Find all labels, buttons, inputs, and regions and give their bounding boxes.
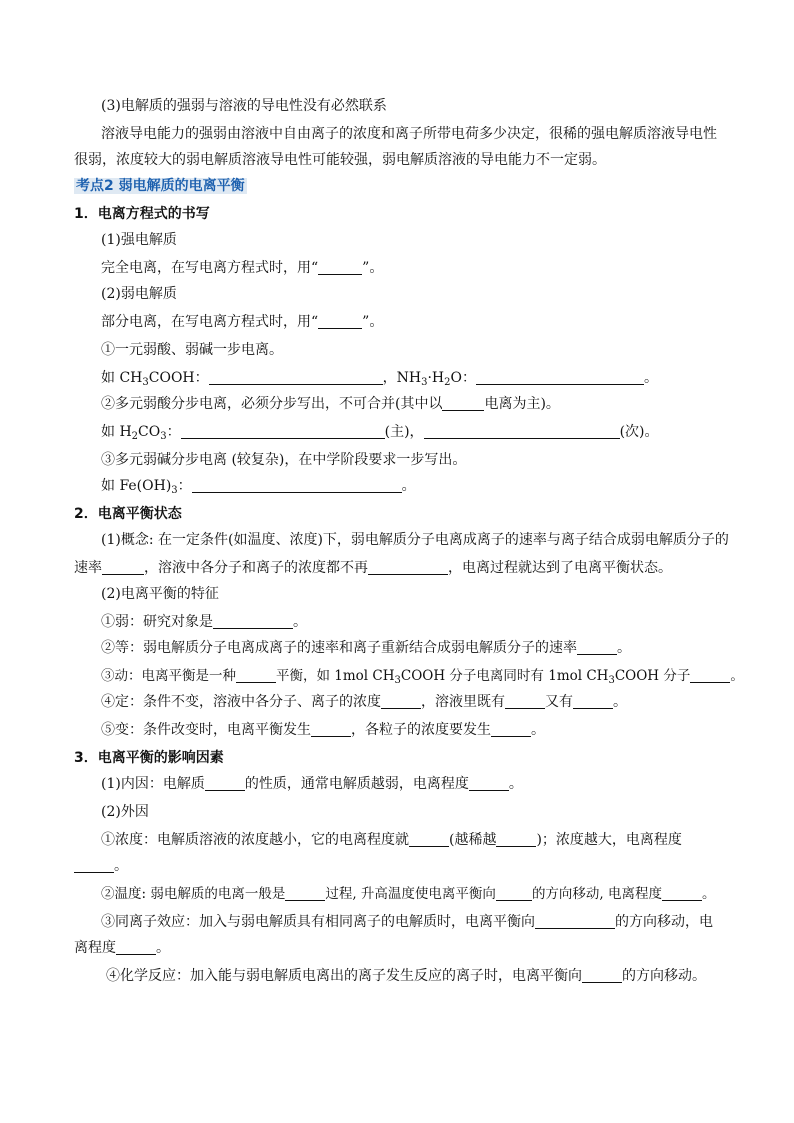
subscript: 3 [608, 675, 615, 686]
text: ①弱：研究对象是 [101, 614, 213, 630]
text: ⑤变：条件改变时，电离平衡发生 [101, 722, 311, 738]
text: 的方向移动。 [622, 968, 706, 984]
text: 很弱，浓度较大的弱电解质溶液导电性可能较强，弱电解质溶液的导电能力不一定弱。 [74, 152, 606, 168]
section-title [74, 176, 247, 196]
text: 如 Fe(OH) [101, 478, 172, 494]
line [101, 638, 631, 658]
text: 过程, 升高温度使电离平衡向 [325, 886, 496, 902]
text: 。 [508, 776, 523, 792]
text: ”。 [362, 314, 384, 330]
line [101, 720, 545, 740]
blank [469, 776, 509, 791]
line [101, 394, 560, 414]
text: 的方向移动, 电离程度 [531, 886, 663, 902]
text: ·H [427, 370, 445, 386]
line [101, 692, 627, 712]
text: ，各粒子的浓度要发生 [351, 722, 491, 738]
blank [205, 776, 245, 791]
line [101, 802, 149, 822]
blank [213, 614, 293, 629]
blank [311, 722, 351, 737]
text: (1)强电解质 [101, 232, 177, 248]
text: (1)概念: 在一定条件(如温度、浓度)下，弱电解质分子电离成离子的速率与离子结合成弱电解质分子的 [101, 532, 729, 548]
text: 如 CH [101, 370, 143, 386]
text: ②等：弱电解质分子电离成离子的速率和离子重新结合成弱电解质分子的速率 [101, 640, 577, 656]
paragraph-line [74, 150, 606, 170]
blank [690, 668, 730, 683]
blank [318, 260, 362, 275]
blank [236, 668, 276, 683]
text: (次)。 [619, 424, 659, 440]
line [101, 584, 219, 604]
blank [181, 424, 385, 439]
line [101, 476, 416, 496]
subscript: 2 [131, 431, 139, 442]
blank [209, 370, 383, 385]
text: ④化学反应：加入能与弱电解质电离出的离子发生反应的离子时，电离平衡向 [106, 968, 582, 984]
line [74, 938, 170, 958]
blank [102, 560, 144, 575]
line [101, 422, 659, 442]
line [101, 368, 658, 388]
text: O： [450, 370, 477, 386]
text: 又有 [545, 694, 573, 710]
text: COOH 分子 [614, 668, 691, 684]
text: 的性质，通常电解质越弱，电离程度 [244, 776, 469, 792]
text: 3．电离平衡的影响因素 [74, 750, 224, 766]
blank [409, 832, 449, 847]
text: ： [166, 424, 181, 440]
text: 。 [401, 478, 416, 494]
text: ，NH [382, 370, 422, 386]
text: 。 [114, 858, 128, 874]
text: 离程度 [74, 940, 116, 956]
text: (3)电解质的强弱与溶液的导电性没有必然联系 [101, 98, 387, 114]
text: (1)内因：电解质 [101, 776, 205, 792]
line [101, 530, 729, 550]
text: 。 [617, 640, 631, 656]
blank [381, 694, 421, 709]
blank [442, 396, 484, 411]
text: 1．电离方程式的书写 [74, 206, 210, 222]
subscript: 3 [142, 377, 149, 388]
line [101, 884, 716, 904]
blank [192, 478, 402, 493]
sec3-heading [101, 96, 387, 116]
text: (2)外因 [101, 804, 149, 820]
text: ，溶液里既有 [421, 694, 505, 710]
blank [577, 640, 617, 655]
blank [505, 694, 545, 709]
subscript: 3 [421, 377, 428, 388]
line [101, 450, 466, 470]
blank [535, 914, 615, 929]
line [101, 340, 283, 360]
heading-1 [74, 204, 210, 224]
text: ②温度: 弱电解质的电离一般是 [101, 886, 286, 902]
text: 。 [156, 940, 170, 956]
text: 溶液导电能力的强弱由溶液中自由离子的浓度和离子所带电荷多少决定，很稀的强电解质溶液导电性 [101, 126, 717, 142]
paragraph-line [101, 124, 717, 144]
blank [582, 968, 622, 983]
line [101, 258, 383, 278]
text: ①一元弱酸、弱碱一步电离。 [101, 342, 283, 358]
blank [116, 940, 156, 955]
blank [318, 314, 362, 329]
blank [285, 886, 325, 901]
line [101, 666, 744, 686]
text: ③多元弱碱分步电离 (较复杂)，在中学阶段要求一步写出。 [101, 452, 467, 468]
text: ，电离过程就达到了电离平衡状态。 [448, 560, 672, 576]
line [101, 774, 523, 794]
text: 。 [293, 614, 307, 630]
line [101, 312, 383, 332]
line [101, 612, 307, 632]
text: 如 H [101, 424, 132, 440]
text: 。 [702, 886, 716, 902]
heading-3 [74, 748, 224, 768]
text: ①浓度：电解质溶液的浓度越小，它的电离程度就 [101, 832, 409, 848]
line [74, 558, 672, 578]
line [101, 912, 713, 932]
subscript: 3 [171, 485, 178, 496]
text: 速率 [74, 560, 102, 576]
text: (越稀越 [449, 832, 497, 848]
text: ②多元弱酸分步电离，必须分步写出，不可合并(其中以 [101, 396, 443, 412]
text: ”。 [362, 260, 384, 276]
blank [496, 886, 532, 901]
blank [662, 886, 702, 901]
blank [74, 858, 114, 873]
line [101, 230, 177, 250]
text: 的方向移动，电 [615, 914, 713, 930]
text: 电离为主)。 [484, 396, 560, 412]
text: COOH： [148, 370, 209, 386]
text: 2．电离平衡状态 [74, 506, 182, 522]
text: 部分电离，在写电离方程式时，用“ [101, 314, 319, 330]
subscript: 3 [160, 431, 167, 442]
blank [491, 722, 531, 737]
heading-2 [74, 504, 182, 524]
subscript: 2 [444, 377, 451, 388]
text: 完全电离，在写电离方程式时，用“ [101, 260, 319, 276]
line [106, 966, 706, 986]
text: COOH 分子电离同时有 1mol CH [400, 668, 609, 684]
text: )；浓度越大，电离程度 [536, 832, 682, 848]
blank [368, 560, 448, 575]
blank [573, 694, 613, 709]
text: 平衡，如 1mol CH [276, 668, 395, 684]
text: 。 [613, 694, 627, 710]
text: 。 [644, 370, 659, 386]
text: ③同离子效应：加入与弱电解质具有相同离子的电解质时，电离平衡向 [101, 914, 535, 930]
text: (2)电离平衡的特征 [101, 586, 219, 602]
highlight-text: 考点2 弱电解质的电离平衡 [76, 178, 245, 194]
text: 。 [531, 722, 545, 738]
text: ④定：条件不变，溶液中各分子、离子的浓度 [101, 694, 381, 710]
text: ，溶液中各分子和离子的浓度都不再 [144, 560, 368, 576]
line [101, 284, 177, 304]
text: CO [138, 424, 161, 440]
blank [424, 424, 620, 439]
line [74, 856, 128, 876]
subscript: 3 [394, 675, 401, 686]
text: ③动：电离平衡是一种 [101, 668, 236, 684]
line [101, 830, 682, 850]
text: (主)， [384, 424, 424, 440]
text: ： [177, 478, 192, 494]
text: 。 [730, 668, 744, 684]
blank [496, 832, 536, 847]
text: (2)弱电解质 [101, 286, 177, 302]
blank [476, 370, 644, 385]
